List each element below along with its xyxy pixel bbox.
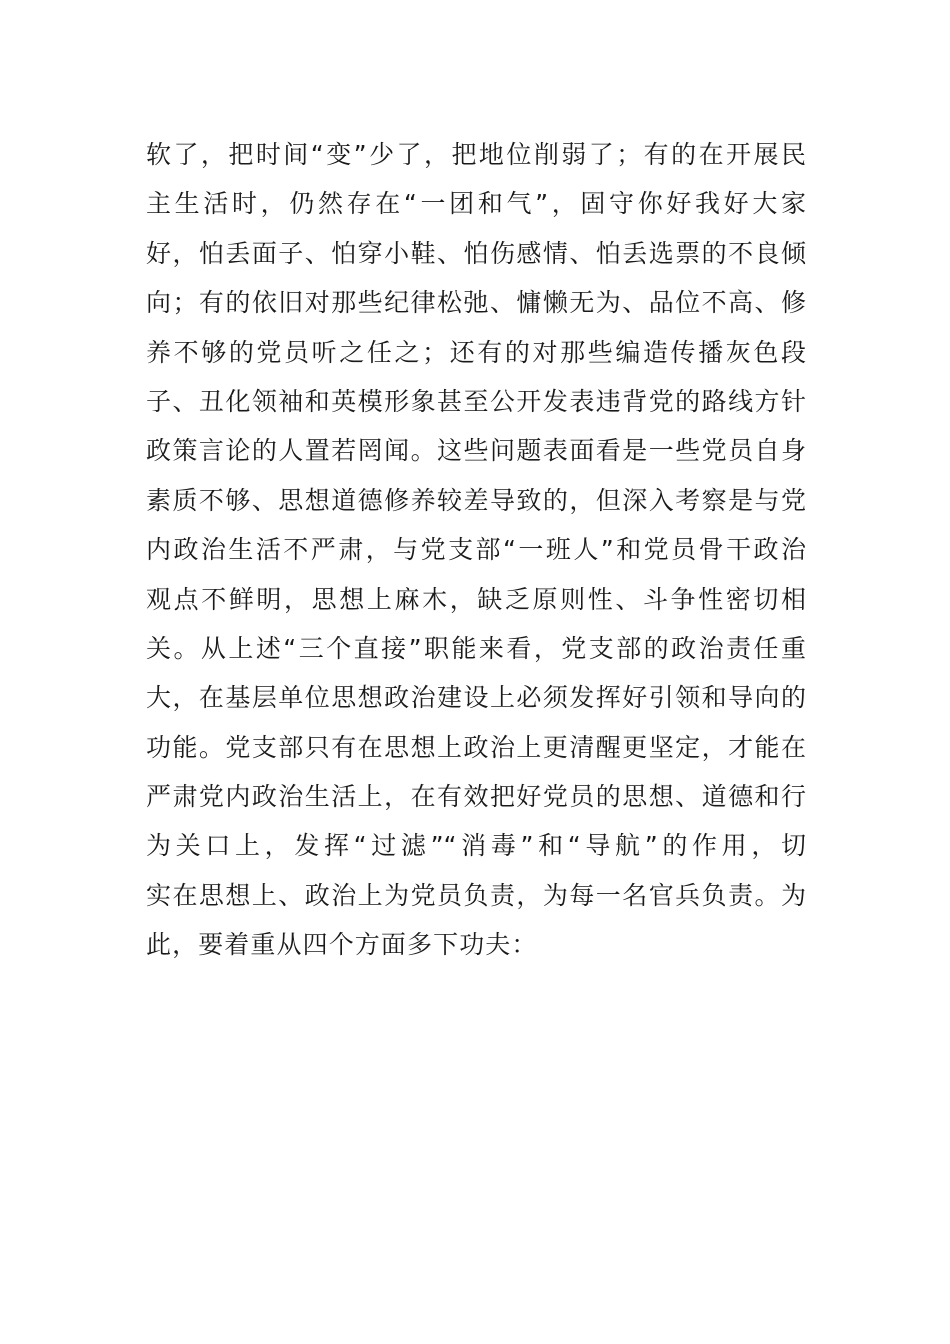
paragraph-line-10: 观点不鲜明，思想上麻木，缺乏原则性、斗争性密切相: [146, 584, 806, 614]
body-paragraph: [146, 130, 806, 970]
paragraph-line-12: 大，在基层单位思想政治建设上必须发挥好引领和导向的: [146, 683, 806, 713]
paragraph-line-2: 主生活时，仍然存在“一团和气”，固守你好我好大家: [146, 189, 806, 219]
paragraph-line-8: 素质不够、思想道德修养较差导致的，但深入考察是与党: [146, 485, 806, 515]
paragraph-line-13: 功能。党支部只有在思想上政治上更清醒更坚定，才能在: [146, 732, 806, 762]
paragraph-line-9: 内政治生活不严肃，与党支部“一班人”和党员骨干政治: [146, 535, 806, 565]
paragraph-line-16: 实在思想上、政治上为党员负责，为每一名官兵负责。为: [146, 880, 806, 910]
paragraph-line-11: 关。从上述“三个直接”职能来看，党支部的政治责任重: [146, 633, 806, 663]
paragraph-line-6: 子、丑化领袖和英模形象甚至公开发表违背党的路线方针: [146, 386, 806, 416]
paragraph-line-1: 软了，把时间“变”少了，把地位削弱了；有的在开展民: [146, 140, 806, 169]
paragraph-line-14: 严肃党内政治生活上，在有效把好党员的思想、道德和行: [146, 782, 806, 812]
paragraph-line-3: 好，怕丢面子、怕穿小鞋、怕伤感情、怕丢选票的不良倾: [146, 238, 806, 268]
paragraph-line-15: 为关口上，发挥“过滤”“消毒”和“导航”的作用，切: [146, 831, 806, 861]
paragraph-line-4: 向；有的依旧对那些纪律松弛、慵懒无为、品位不高、修: [146, 288, 806, 318]
paragraph-line-7: 政策言论的人置若罔闻。这些问题表面看是一些党员自身: [146, 436, 806, 466]
paragraph-line-5: 养不够的党员听之任之；还有的对那些编造传播灰色段: [146, 337, 806, 367]
paragraph-line-17: 此，要着重从四个方面多下功夫：: [146, 930, 538, 960]
